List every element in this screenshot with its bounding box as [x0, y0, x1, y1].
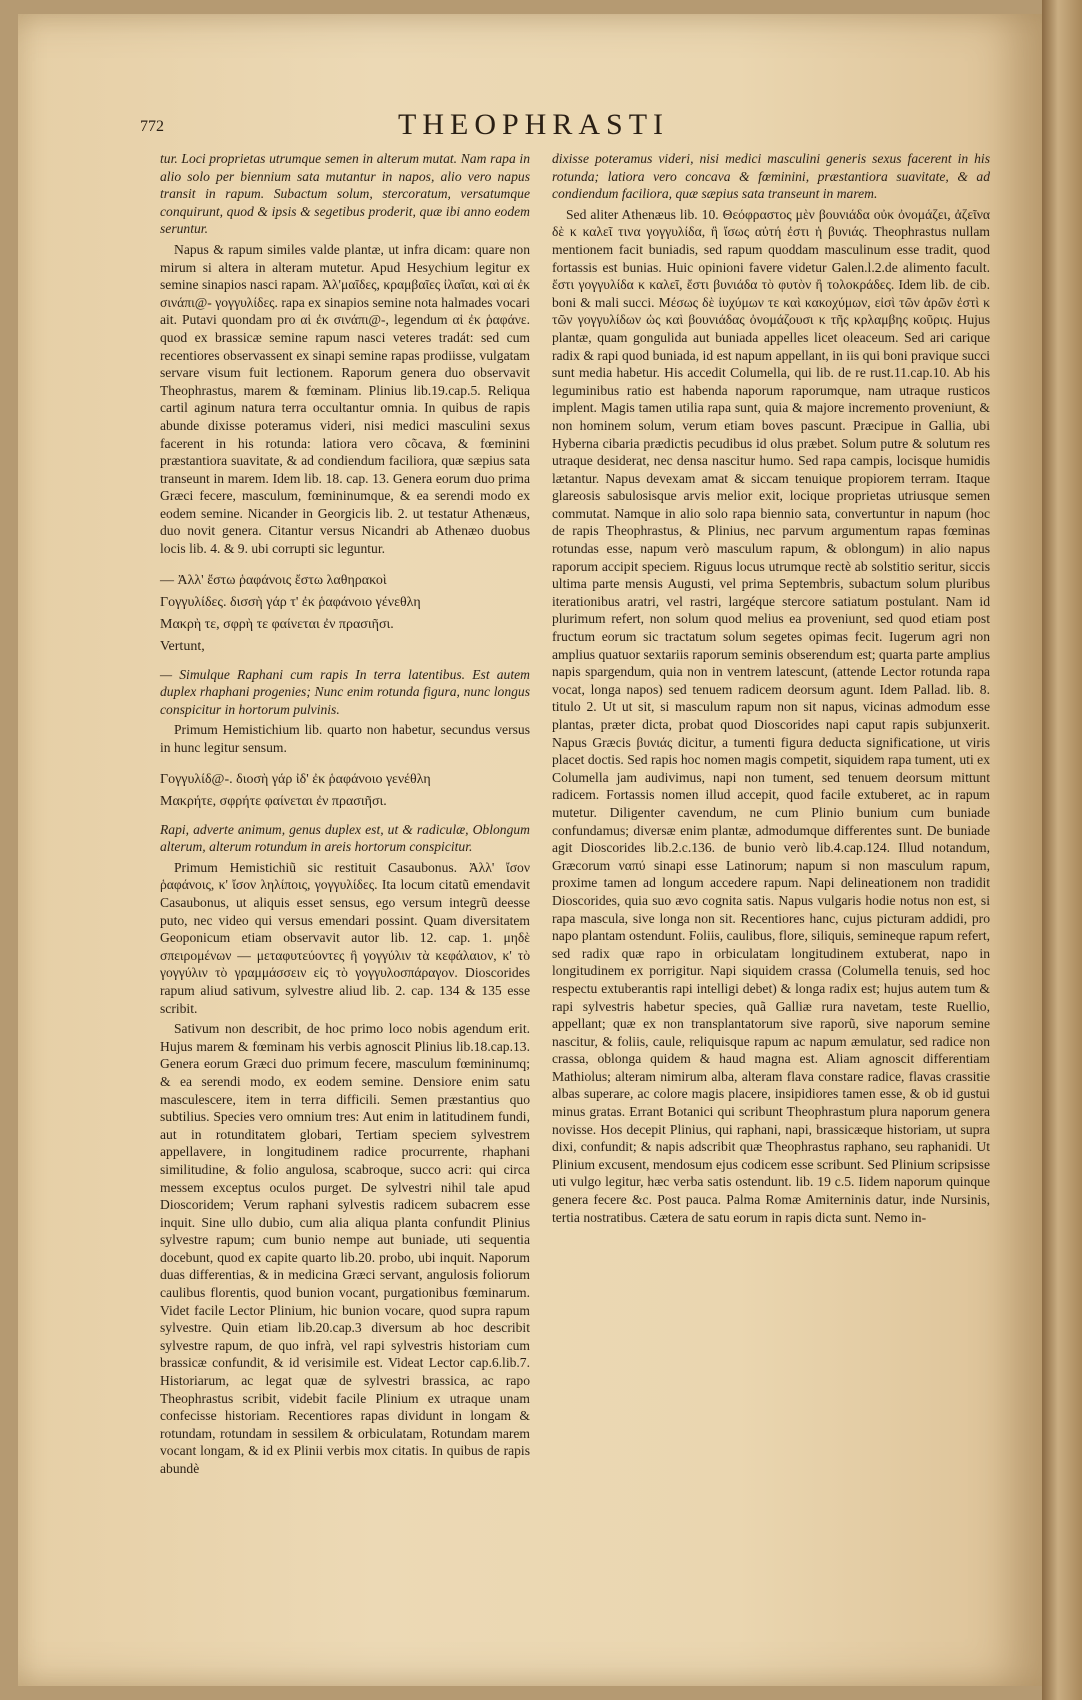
- paragraph: dixisse poteramus videri, nisi medici masculini generis sexus facerent in his rotunda; latiora vero concava & fœminini, præstantiora suavitate, & ad condiendum faciliora, quæ sæpius sata transeunt in marem.: [552, 151, 990, 202]
- page-number: 772: [140, 118, 164, 135]
- paragraph: Primum Hemistichium lib. quarto non habetur, secundus versus in hunc legitur sensum.: [160, 722, 530, 756]
- verse-line: Μακρήτε, σφρήτε φαίνεται ἐν πρασιῆσι.: [160, 793, 387, 809]
- paragraph: Primum Hemistichiũ sic restituit Casaubonus. Ἀλλ' ἴσον ῥαφάνοις, κ' ἴσον ληλίποις, γογγυλίδες. Ita locum citatũ emendavit Casaubonus, ut aliquis esset sensus, ego versum integrũ deesse puto, nec video qui versus emendari possint. Quam diversitatem Geoponicum etiam observavit autor lib. 12. cap. 1. μηδὲ σπειρομένων — μεταφυτεύοντες ἢ γογγύλιν τὰ κεφάλαιον, κ' τὸ γογγύλιν τὸ γραμμάσσειν εἰς τὸ γογγυλοσπάραγον. Dioscorides rapum aliud sativum, sylvestre aliud lib. 2. cap. 134 & 135 esse scribit.: [160, 859, 530, 1016]
- verse-line: — Ἀλλ' ἔστω ῥαφάνοις ἔστω λαθηρακοὶ: [160, 572, 387, 588]
- right-column: [552, 150, 990, 1229]
- paragraph: Napus & rapum similes valde plantæ, ut infra dicam: quare non mirum si altera in alteram mutetur. Apud Hesychium legitur ex semine sinapios nasci rapam. Ἀλ'μαῖδες, κραμβαῖες ἰλαῖαι, καὶ αἱ ἐκ σινάπι@- γογγυλίδες. rapa ex sinapios semine nota halmades vocari ait. Putavi quondam pro αἱ ἐκ σινάπι@-, legendum αἱ ἐκ ῥαφάνε. quod ex brassicæ semine rapum nasci veteres tradát: sed cum recentiores observassent ex sinapi semine rapas prodiisse, vulgatam servare visum fuit lectionem. Raporum genera duo observavit Theophrastus, marem & fœminam. Plinius lib.19.cap.5. Reliqua cartil aginum natura terra occultantur omnia. In quibus de rapis abunde dixisse poteramus videri, nisi medici masculini sexus facerent in his rotunda: latiora vero cõcava, & fœminini præstantiora suavitate, & ad condiendum faciliora, quæ sæpius sata transeunt in marem. Idem lib. 18. cap. 13. Genera eorum duo prima Græci fecere, masculum, fœmininumque, & ea serendi modo ex eodem semine. Nicander in Georgicis lib. 2. ut testatur Athenæus, duo novit genera. Citantur versus Nicandri ab Athenæo duobus locis lib. 4. & 9. ubi corrupti sic leguntur.: [160, 241, 530, 557]
- verse-line: Γογγυλίδ@-. διοσὴ γάρ ἰδ' ἐκ ῥαφάνοιο γενέθλη: [160, 771, 431, 787]
- paragraph: Rapi, adverte animum, genus duplex est, ut & radiculæ, Oblongum alterum, alterum rotundum in areis hortorum conspicitur.: [160, 821, 530, 855]
- verse-block: [160, 769, 530, 813]
- paragraph: Sed aliter Athenæus lib. 10. Θεόφραστος μὲν βουνιάδα οὐκ ὀνομάζει, ἀζεῖνα δὲ κ καλεῖ τινα γογγυλίδα, ἢ ἴσως αὐτή ἐστι ἡ βυνιάς. Theophrastus nullam mentionem facit buniadis, sed rapum quoddam masculinum esse tradit, quod fortassis est bunias. Huic opinioni favere videtur Galen.l.2.de alimento facult. ἔστι γογγυλίδα κ καλεῖ, ἔστι βυνιάδα τὸ φυτὸν ἢ τολοκράδες. Idem lib. de cib. boni & mali succi. Μέσως δὲ ἰυχύμων τε καὶ κακοχύμων, εἰσὶ τῶν ἀρῶν ἐστὶ κ τῶν γογγυλίδων ὡς καὶ βουνιάδας ὀνομάζουσι κ τῆς κρλαμβης κοῦρις. Hujus plantæ, quam gongulida aut buniada appelles licet oleaceum. Sed ari carique radix & rapi quod buniada, id est napum appellant, in iis qui boni pravique succi sunt media habetur. His accedit Columella, qui lib. de re rust.11.cap.10. Ab his leguminibus ratio est habenda naporum raporumque, nam utraque rusticos implent. Magis tamen utilia rapa sunt, quia & majore incremento proveniunt, & non hominem solum, verum etiam boves pascunt. Præcipue in Gallia, ubi Hyberna cibaria prædictis pecudibus id olus præbet. Solum putre & solutum res utraque desiderat, nec densa nascitur humo. Sed rapa campis, locisque humidis lætantur. Napus devexam amat & siccam tenuique propiorem terram. Itaque glareosis sabulosisque arvis melior exit, locique proprietas utriusque semen commutat. Namque in alio solo rapa biennio sata, convertuntur in napum (hoc de rapis Theophrastus, & Plinius, nec parvum argumentum rapas fœminas rotundas esse, napum verò masculum rapum, & oblongum) in alio napus raporum accipit speciem. Riguus locus utrumque rectè ab solstitio seritur, siccis ultima parte mensis Augusti, vel prima Septembris, subactum solum pluribus iterationibus aratri, vel rastri, largéque stercore satiatum postulant. Nam id plurimum refert, non solum quod melius ea proveniunt, sed quod etiam post fructum eorum sic tractatum solum segetes opimas fecit. Iugerum agri non amplius quatuor sextariis raporum seminis obserendum est; quarta parte amplius napis spargendum, quia non in ventrem latescunt, (attende Lector rotunda rapa vocat, longa napos) sed tenuem radicem deorsum agunt. Idem Pallad. lib. 8. titulo 2. Ut ut sit, si masculum rapum non sit napus, vicinas admodum esse plantas, præter dicta, probat quod Dioscorides napi caput rapis subjunxerit. Napus Græcis βυνιάς dicitur, a tumenti figura deducta significatione, ut viris placet doctis. Sed rapis hoc nomen magis competit, siquidem rapa tument, uti ex Columella jam audivimus, napi non tument, sed tenuem deorsum mittunt radicem. Fortassis nomen illud accepit, quod facile extuberet, ac in rapum mutetur. Diligenter cavendum, ne cum Plinio bunium cum buniade confundamus; diversæ enim plantæ, admodumque differentes sunt. De buniade agit Dioscorides lib.2.c.136. de bunio verò lib.4.cap.124. Illud notandum, Græcorum ναπύ sinapi esse Latinorum; napum si non masculum rapum, proxime tamen ad longum accedere rapum. Napi delineationem non tradidit Dioscorides, quia suo ævo cognita satis. Napus vulgaris hodie notus non est, si rapa mascula, sive longa non sit. Recentiores hanc, cujus picturam addidi, pro napo plantam ostendunt. Foliis, caulibus, flore, siliquis, semineque rapum refert, sed radix quæ rapo in orbiculatam longitudinem extuberat, napo in longitudinem ex porrigitur. Napi siquidem crassa (Columella tenuis, sed hoc respectu extuberantis rapi intelligi debet) & longa radix est; hujus autem tum & rapi sylvestris habetur species, quã Galliæ rura navetam, teste Ruellio, appellant; quæ ex non transplantatorum sive raporũ, sive naporum semine nascitur, & foliis, caule, reliquisque rapum ac napum æmulatur, sed radice non crassa, oblonga quidem & haud magna est. Aliam agnoscit differentiam Mathiolus; alteram nimirum alba, alteram flava constare radice, flavas crassitie albas superare, ac colore magis placere, insipidiores tamen esse, & ob id gustui minus gratas. Errant Botanici qui scribunt Theophrastum plura naporum genera novisse. Hos decepit Plinius, qui raphani, napi, brassicæque historiam, ut supra dixi, confundit; & napis adscribit quæ Theophrastus raphano, seu raphanidi. Ut Plinium excusent, mendosum ejus codicem esse scribunt. Sed Plinium scripsisse uti vulgo legitur, hæc verba satis ostendunt. lib. 19 c.5. Iidem naporum quinque genera fecere &c. Post pauca. Palma Romæ Amiterninis datur, inde Nursinis, tertia nostratibus. Cætera de satu eorum in rapis dicta sunt. Nemo in-: [552, 206, 990, 1225]
- paragraph: — Simulque Raphani cum rapis In terra latentibus. Est autem duplex rhaphani progenies; Nunc enim rotunda figura, nunc longus conspicitur in hortorum pulvinis.: [160, 666, 530, 717]
- book-spine: [1042, 0, 1082, 1700]
- page-header: [140, 108, 1020, 148]
- paragraph: Sativum non describit, de hoc primo loco nobis agendum erit. Hujus marem & fœminam his verbis agnoscit Plinius lib.18.cap.13. Genera eorum Græci duo primum fecere, masculum fœmininumq; & ea serendi modo, ex eodem semine. Densiore enim satu masculescere, item in terra difficili. Semen præstantius quo subtilius. Species vero omnium tres: Aut enim in latitudinem fundi, aut in rotunditatem globari, Tertiam speciem sylvestrem appellavere, in longitudinem radice procurrente, rhaphani similitudine, & folio angulosa, scabroque, succo acri: qui circa messem exceptus oculos purget. De sylvestri nihil tale apud Dioscoridem; Verum raphani sylvestis radicem subacrem esse inquit. Sine ullo dubio, cum alia aliqua planta confundit Plinius sylvestre rapum; cum bunio nempe aut buniade, uti sequentia docebunt, quod ex capite quarto lib.20. probo, ubi inquit. Naporum duas differentias, & in medicina Græci servant, angulosis foliorum caulibus florentis, quod bunion vocant, purgationibus fœminarum. Videt facile Lector Plinium, hic bunion vocare, quod supra rapum sylvestre. Quin etiam lib.20.cap.3 diversum ab hoc describit sylvestre rapum, de quo infrà, vel rapi sylvestris historiam cum brassicæ confundit, & id verisimile est. Videat Lector cap.6.lib.7. Historiarum, ac legat quæ de sylvestri brassica, ac rapo Theophrastus scribit, videbit facile Plinium ex utraque unam confecisse historiam. Recentiores rapas dividunt in longam & rotundam, rotundam in sessilem & orbiculatam, Rotundam marem vocant longam, & id ex Plinii verbis mox citatis. In quibus de rapis abundè: [160, 1021, 530, 1476]
- left-column: [160, 150, 530, 1481]
- paragraph: tur. Loci proprietas utrumque semen in alterum mutat. Nam rapa in alio solo per biennium sata mutantur in napos, alio vero napus transit in rapum. Subactum solum, stercoratum, versatumque conquirunt, quod & ipsis & segetibus proderit, quæ ibi anno eodem seruntur.: [160, 151, 530, 237]
- running-title: THEOPHRASTI: [398, 108, 670, 141]
- verse-line: Γογγυλίδες. δισσὴ γάρ τ' ἐκ ῥαφάνοιο γένεθλη: [160, 594, 421, 610]
- verse-line: Vertunt,: [160, 638, 205, 654]
- verse-block: [160, 570, 530, 658]
- verse-line: Μακρὴ τε, σφρὴ τε φαίνεται ἐν πρασιῆσι.: [160, 616, 394, 632]
